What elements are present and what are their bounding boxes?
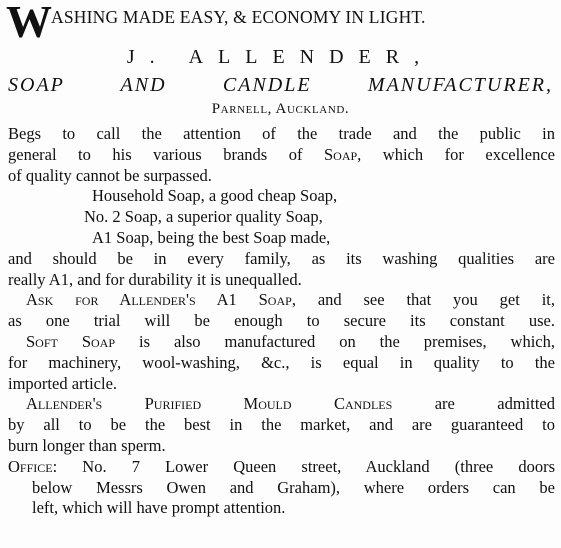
- soft-soap-phrase: Soft Soap: [26, 331, 116, 351]
- office-label: Office: [8, 456, 53, 476]
- body-line: [8, 457, 555, 478]
- body-line: for machinery, wool-washing, &c., is equal in quality to the: [8, 352, 555, 372]
- body-line: [8, 145, 555, 166]
- headline: [6, 0, 555, 47]
- brand-item: No. 2 Soap, a superior quality Soap,: [84, 207, 323, 227]
- text-run: general to his various brands of: [8, 144, 324, 164]
- body-line: and should be in every family, as its washing qualities are: [8, 248, 555, 268]
- ask-phrase: Ask for Allender's A1 Soap: [26, 290, 292, 310]
- body-line: Begs to call the attention of the trade and the public in: [8, 124, 555, 143]
- headline-text: ASHING MADE EASY, & ECONOMY IN LIGHT.: [51, 7, 426, 27]
- address: [0, 98, 561, 120]
- body-line: [8, 394, 555, 415]
- body-line: left, which will have prompt attention.: [32, 498, 286, 518]
- body-line: imported article.: [8, 373, 118, 393]
- body-line: [8, 290, 555, 311]
- brand-item: Household Soap, a good cheap Soap,: [92, 186, 338, 206]
- text-run: : No. 7 Lower Queen street, Auckland (three doors: [52, 456, 555, 476]
- headline-initial: W: [6, 0, 51, 47]
- advertisement-body: [8, 124, 555, 519]
- body-line: burn longer than sperm.: [8, 435, 166, 455]
- soap-word: Soap: [323, 144, 358, 164]
- brand-item: A1 Soap, being the best Soap made,: [92, 227, 331, 247]
- body-line: of quality cannot be surpassed.: [8, 165, 212, 185]
- text-run: are admitted: [392, 394, 555, 414]
- address-text: Parnell, Auckland.: [211, 101, 350, 117]
- body-line: as one trial will be enough to secure its constant use.: [8, 311, 555, 331]
- body-line: by all to be the best in the market, and are guaranteed to: [8, 415, 555, 435]
- text-run: , which for excellence: [357, 144, 555, 164]
- text-run: is also manufactured on the premises, which,: [115, 331, 556, 351]
- trade-title: SOAP AND CANDLE MANUFACTURER,: [8, 74, 553, 96]
- body-line: really A1, and for durability it is unequalled.: [8, 269, 302, 289]
- body-line: [8, 332, 555, 353]
- text-run: , and see that you get it,: [291, 290, 555, 310]
- body-line: below Messrs Owen and Graham), where orders can be: [32, 477, 555, 497]
- candles-phrase: Allender's Purified Mould Candles: [26, 394, 393, 414]
- proprietor-name: J. ALLENDER,: [126, 46, 435, 68]
